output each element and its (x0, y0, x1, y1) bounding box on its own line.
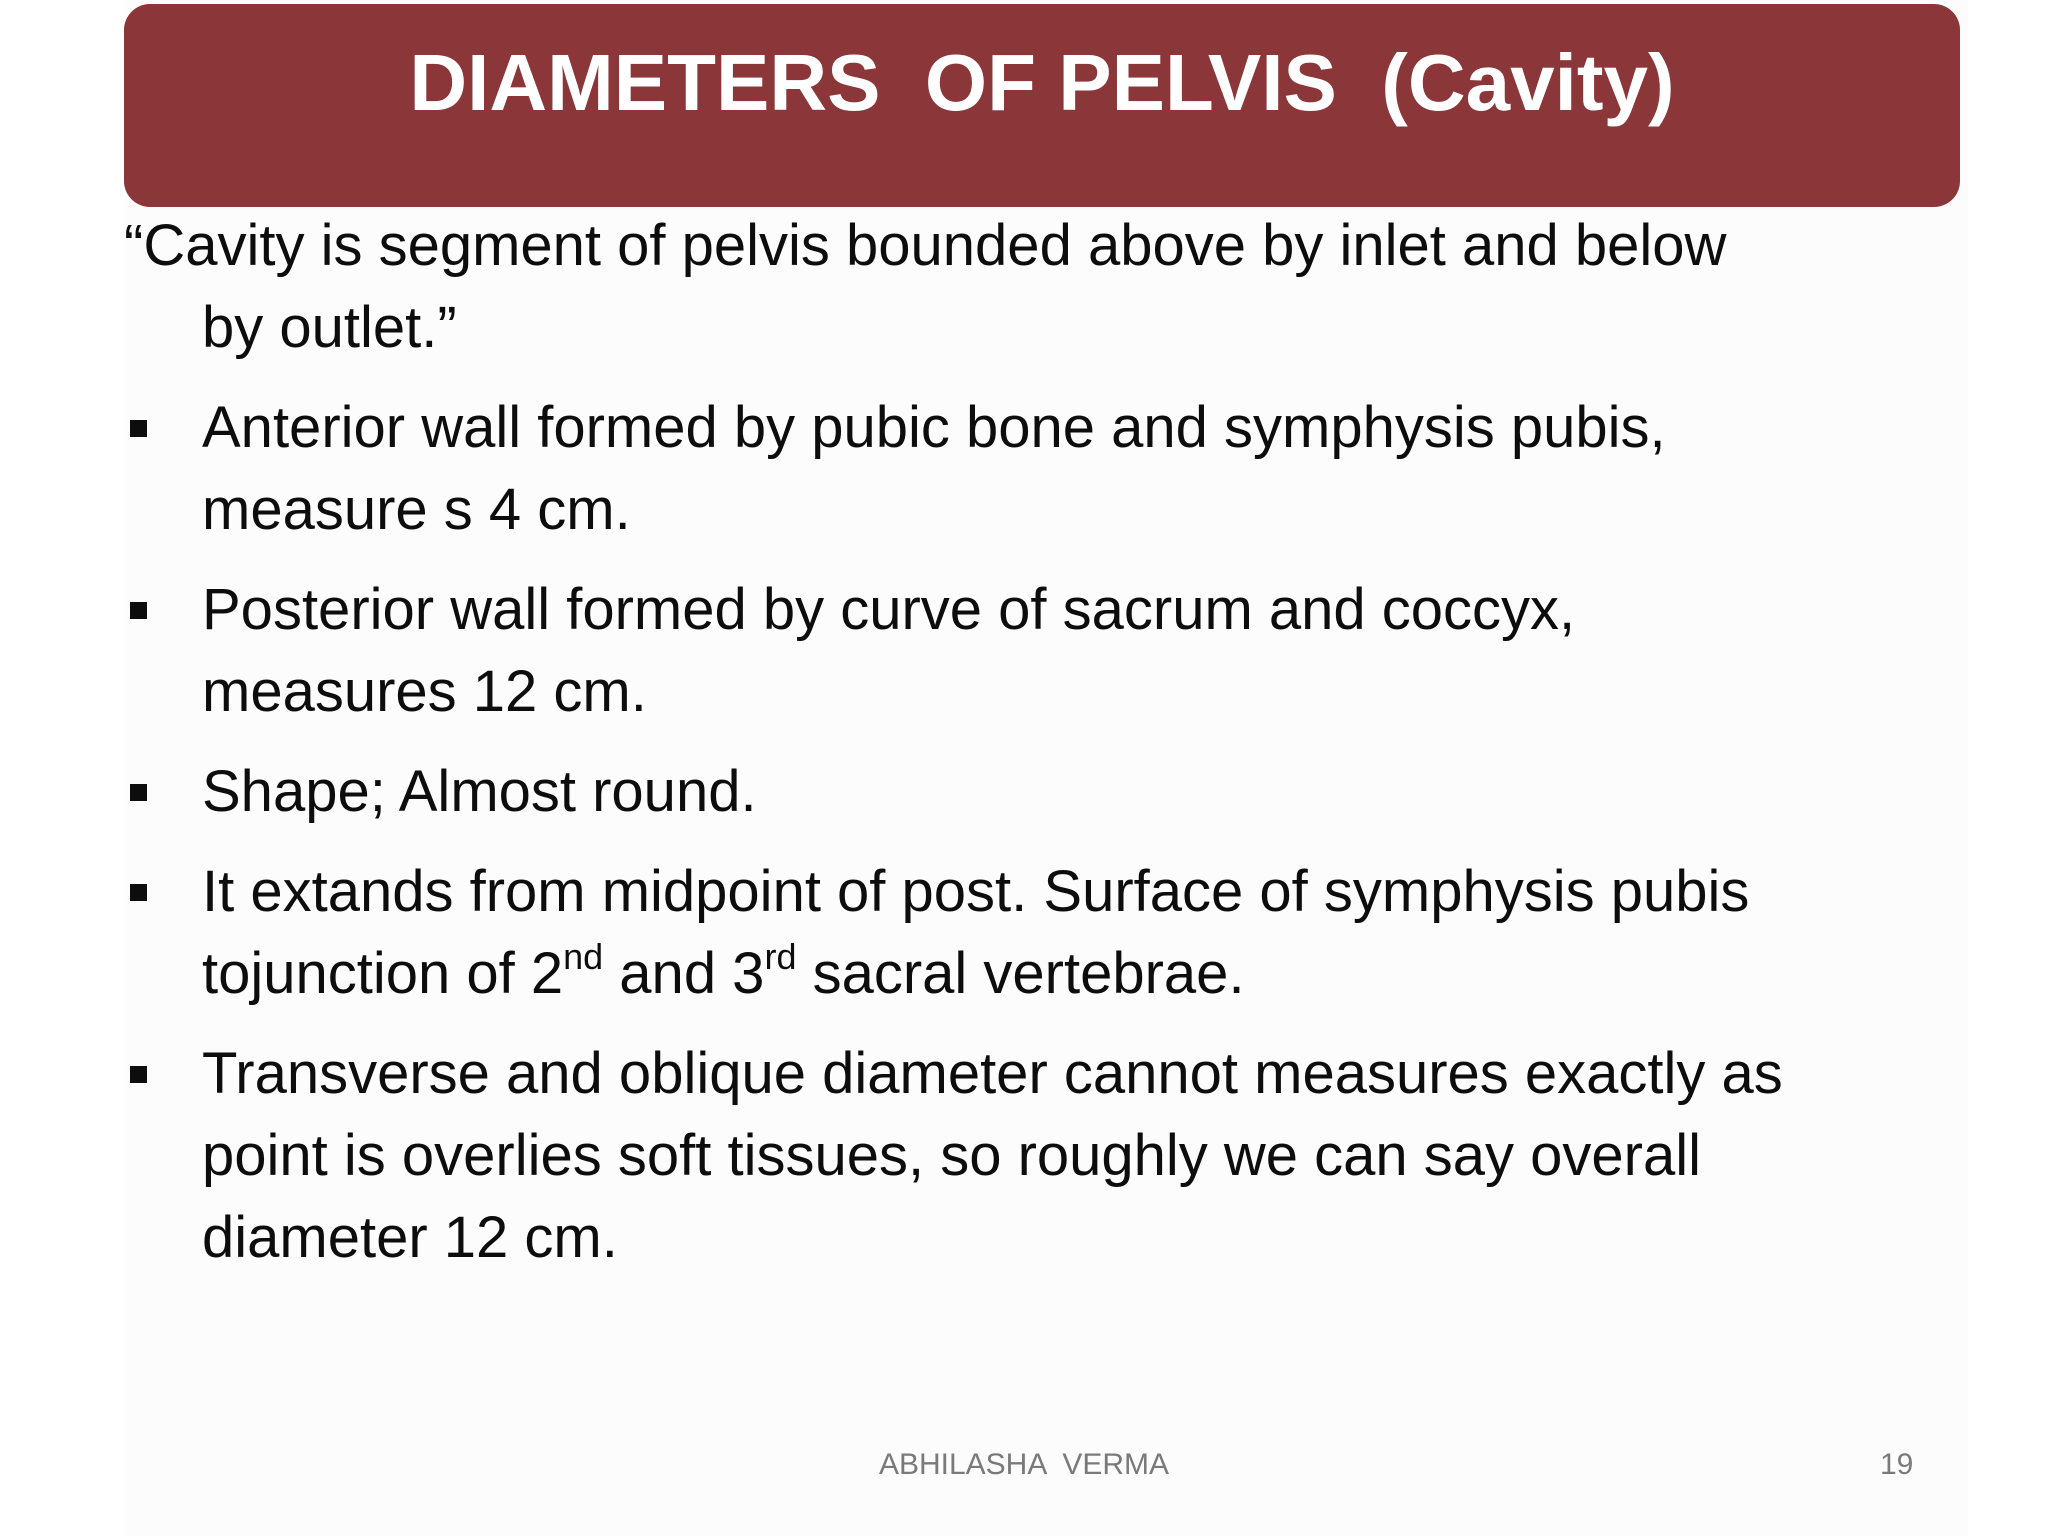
intro-quote-line-2: by outlet.” (202, 295, 457, 360)
square-bullet-icon (130, 420, 147, 437)
bullet-item-posterior-wall (124, 569, 1944, 733)
bullet-text-line-1: Posterior wall formed by curve of sacrum and coccyx, (202, 577, 1576, 642)
intro-quote-line-1: “Cavity is segment of pelvis bounded above by inlet and below (124, 213, 1727, 278)
square-bullet-icon (130, 784, 147, 801)
bullet-item-anterior-wall (124, 387, 1944, 551)
bullet-text-line-1: It extands from midpoint of post. Surface of symphysis pubis (202, 859, 1750, 924)
bullet-text-line-1: Transverse and oblique diameter cannot measures exactly as (202, 1041, 1783, 1106)
ordinal-suffix-rd: rd (764, 935, 797, 977)
bullet-text-line-2-part-3: sacral vertebrae. (796, 941, 1245, 1006)
title-banner (124, 4, 1960, 207)
bullet-text-line-2: measure s 4 cm. (202, 477, 631, 542)
bullet-text-line-1: Shape; Almost round. (202, 759, 757, 824)
square-bullet-icon (130, 884, 147, 901)
square-bullet-icon (130, 1066, 147, 1083)
square-bullet-icon (130, 602, 147, 619)
bullet-text-line-2-part-1: tojunction of 2 (202, 941, 564, 1006)
bullet-item-shape (124, 751, 1944, 833)
bullet-text-line-3: diameter 12 cm. (202, 1205, 618, 1270)
bullet-item-extent (124, 851, 1944, 1015)
page-number: 19 (1880, 1448, 1914, 1481)
bullet-text-line-2: point is overlies soft tissues, so roughly we can say overall (202, 1123, 1702, 1188)
ordinal-suffix-nd: nd (563, 935, 604, 977)
bullet-text-line-2-part-2: and 3 (603, 941, 765, 1006)
bullet-text-line-1: Anterior wall formed by pubic bone and symphysis pubis, (202, 395, 1666, 460)
footer-author: ABHILASHA VERMA (878, 1448, 1170, 1481)
slide-title: DIAMETERS OF PELVIS (Cavity) (409, 38, 1675, 127)
bullet-item-transverse-oblique (124, 1033, 1944, 1279)
bullet-text-line-2: measures 12 cm. (202, 659, 647, 724)
intro-quote (124, 205, 1944, 369)
slide-body (124, 205, 1944, 1279)
